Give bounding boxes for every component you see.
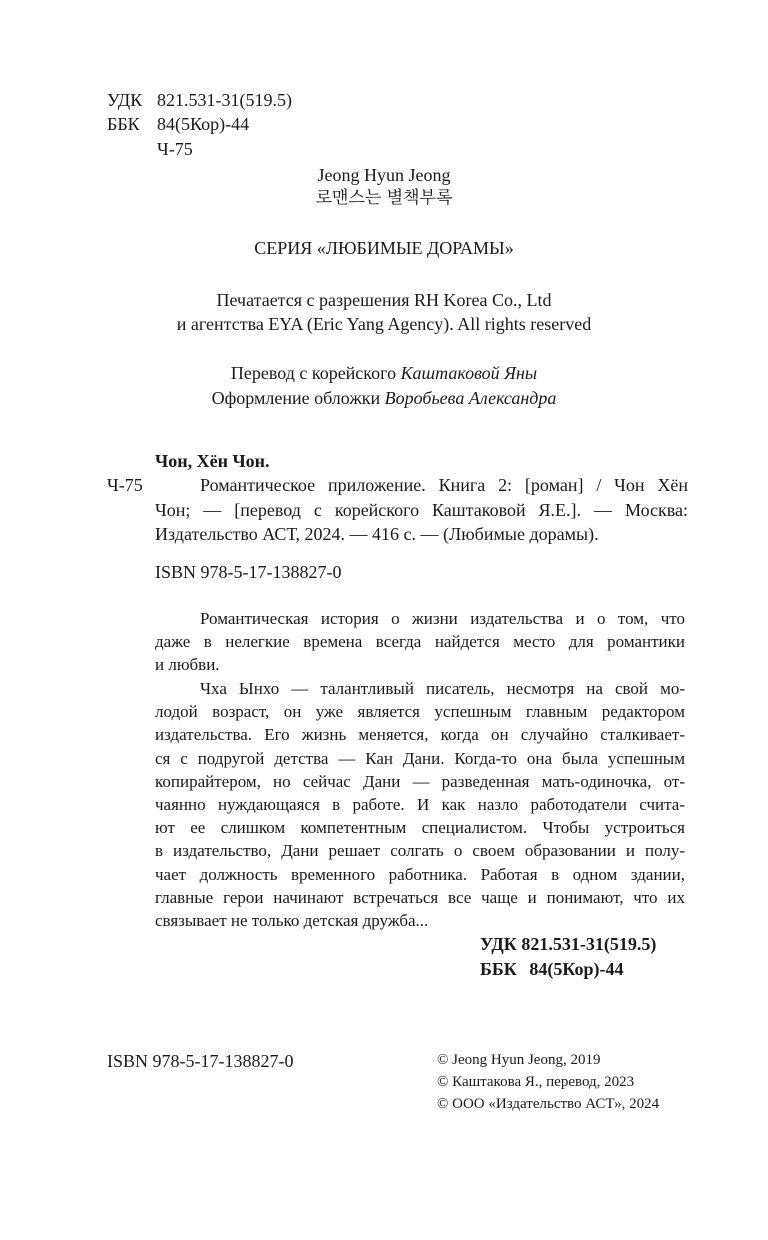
catalog-line: Издательство АСТ, 2024. — 416 с. — (Любимые дорамы). [155,524,599,544]
catalog-line: Романтическое приложение. Книга 2: [роман] / Чон Хён [200,475,688,495]
bbk-value: 84(5Кор)-44 [157,114,250,134]
annotation-line: Чха Ынхо — талантливый писатель, несмотря на свой мо- [200,679,685,698]
annotation-line: копирайтером, но сейчас Дани — разведенная мать-одиночка, от- [155,771,685,791]
annotation-udk: УДК 821.531-31(519.5) [480,934,657,954]
cover-prefix: Оформление обложки [211,388,381,408]
annotation-line: чаянно нуждающаяся в работе. И как назло работодатели счита- [155,795,685,815]
bbk-label: ББК [107,114,140,134]
catalog-mark: Ч-75 [107,475,143,495]
udk-line [107,88,292,112]
original-author: Jeong Hyun Jeong [317,165,451,185]
author-mark: Ч-75 [157,139,193,159]
cover-designer-name: Воробьева Александра [384,388,557,408]
annotation-bbk [480,957,624,981]
annotation-paragraph-2 [155,677,685,932]
translation-credit [0,361,768,385]
original-korean-title: 로맨스는 별책부록 [315,188,453,208]
bbk-line [107,112,250,136]
annotation-line: издательства. Его жизнь меняется, когда он случайно сталкивает- [155,725,685,745]
copyright-line: © Jeong Hyun Jeong, 2019 [437,1052,601,1068]
catalog-line: Чон; — [перевод с корейского Каштаковой Я.Е.]. — Москва: [155,499,688,520]
annotation-line: ся с подругой детства — Кан Дани. Когда-то она была успешным [155,748,685,768]
catalog-heading: Чон, Хён Чон. [155,451,270,471]
annotation-line: Романтическая история о жизни издательства и о том, что [200,609,685,628]
annotation-line: даже в нелегкие времена всегда найдется место для романтики [155,632,685,652]
translator-name: Каштаковой Яны [400,363,538,383]
annotation-line: ют ее слишком компетентным специалистом. Чтобы устроиться [155,818,685,838]
copyright-line: © Каштакова Я., перевод, 2023 [437,1074,635,1090]
catalog-isbn: ISBN 978-5-17-138827-0 [155,562,342,582]
udk-label: УДК [107,90,143,110]
copyright-line: © ООО «Издательство АСТ», 2024 [437,1096,660,1112]
translation-prefix: Перевод с корейского [230,363,397,383]
annotation-line: лодой возраст, он уже является успешным главным редактором [155,702,685,722]
annotation-line: главные герои начинают встречаться все чаще и понимают, что их [155,887,685,907]
annotation-line: чает должность временного работника. Работая в одном здании, [155,864,685,884]
annotation-bbk-value: 84(5Кор)-44 [529,959,624,979]
catalog-description [155,473,688,547]
annotation-line: связывает не только детская дружба... [155,911,429,931]
annotation-bbk-label: ББК [480,959,517,979]
rights-line-2: и агентства EYA (Eric Yang Agency). All rights reserved [176,314,592,334]
cover-credit [0,386,768,410]
annotation-paragraph-1 [155,607,685,677]
annotation-line: и любви. [155,655,220,675]
rights-line-1: Печатается с разрешения RH Korea Co., Ltd [216,290,552,310]
series-title: СЕРИЯ «ЛЮБИМЫЕ ДОРАМЫ» [254,238,514,258]
annotation-line: в издательство, Дани решает солгать о своем образовании и полу- [155,841,685,861]
udk-value: 821.531-31(519.5) [157,90,292,110]
footer-isbn: ISBN 978-5-17-138827-0 [107,1051,294,1071]
